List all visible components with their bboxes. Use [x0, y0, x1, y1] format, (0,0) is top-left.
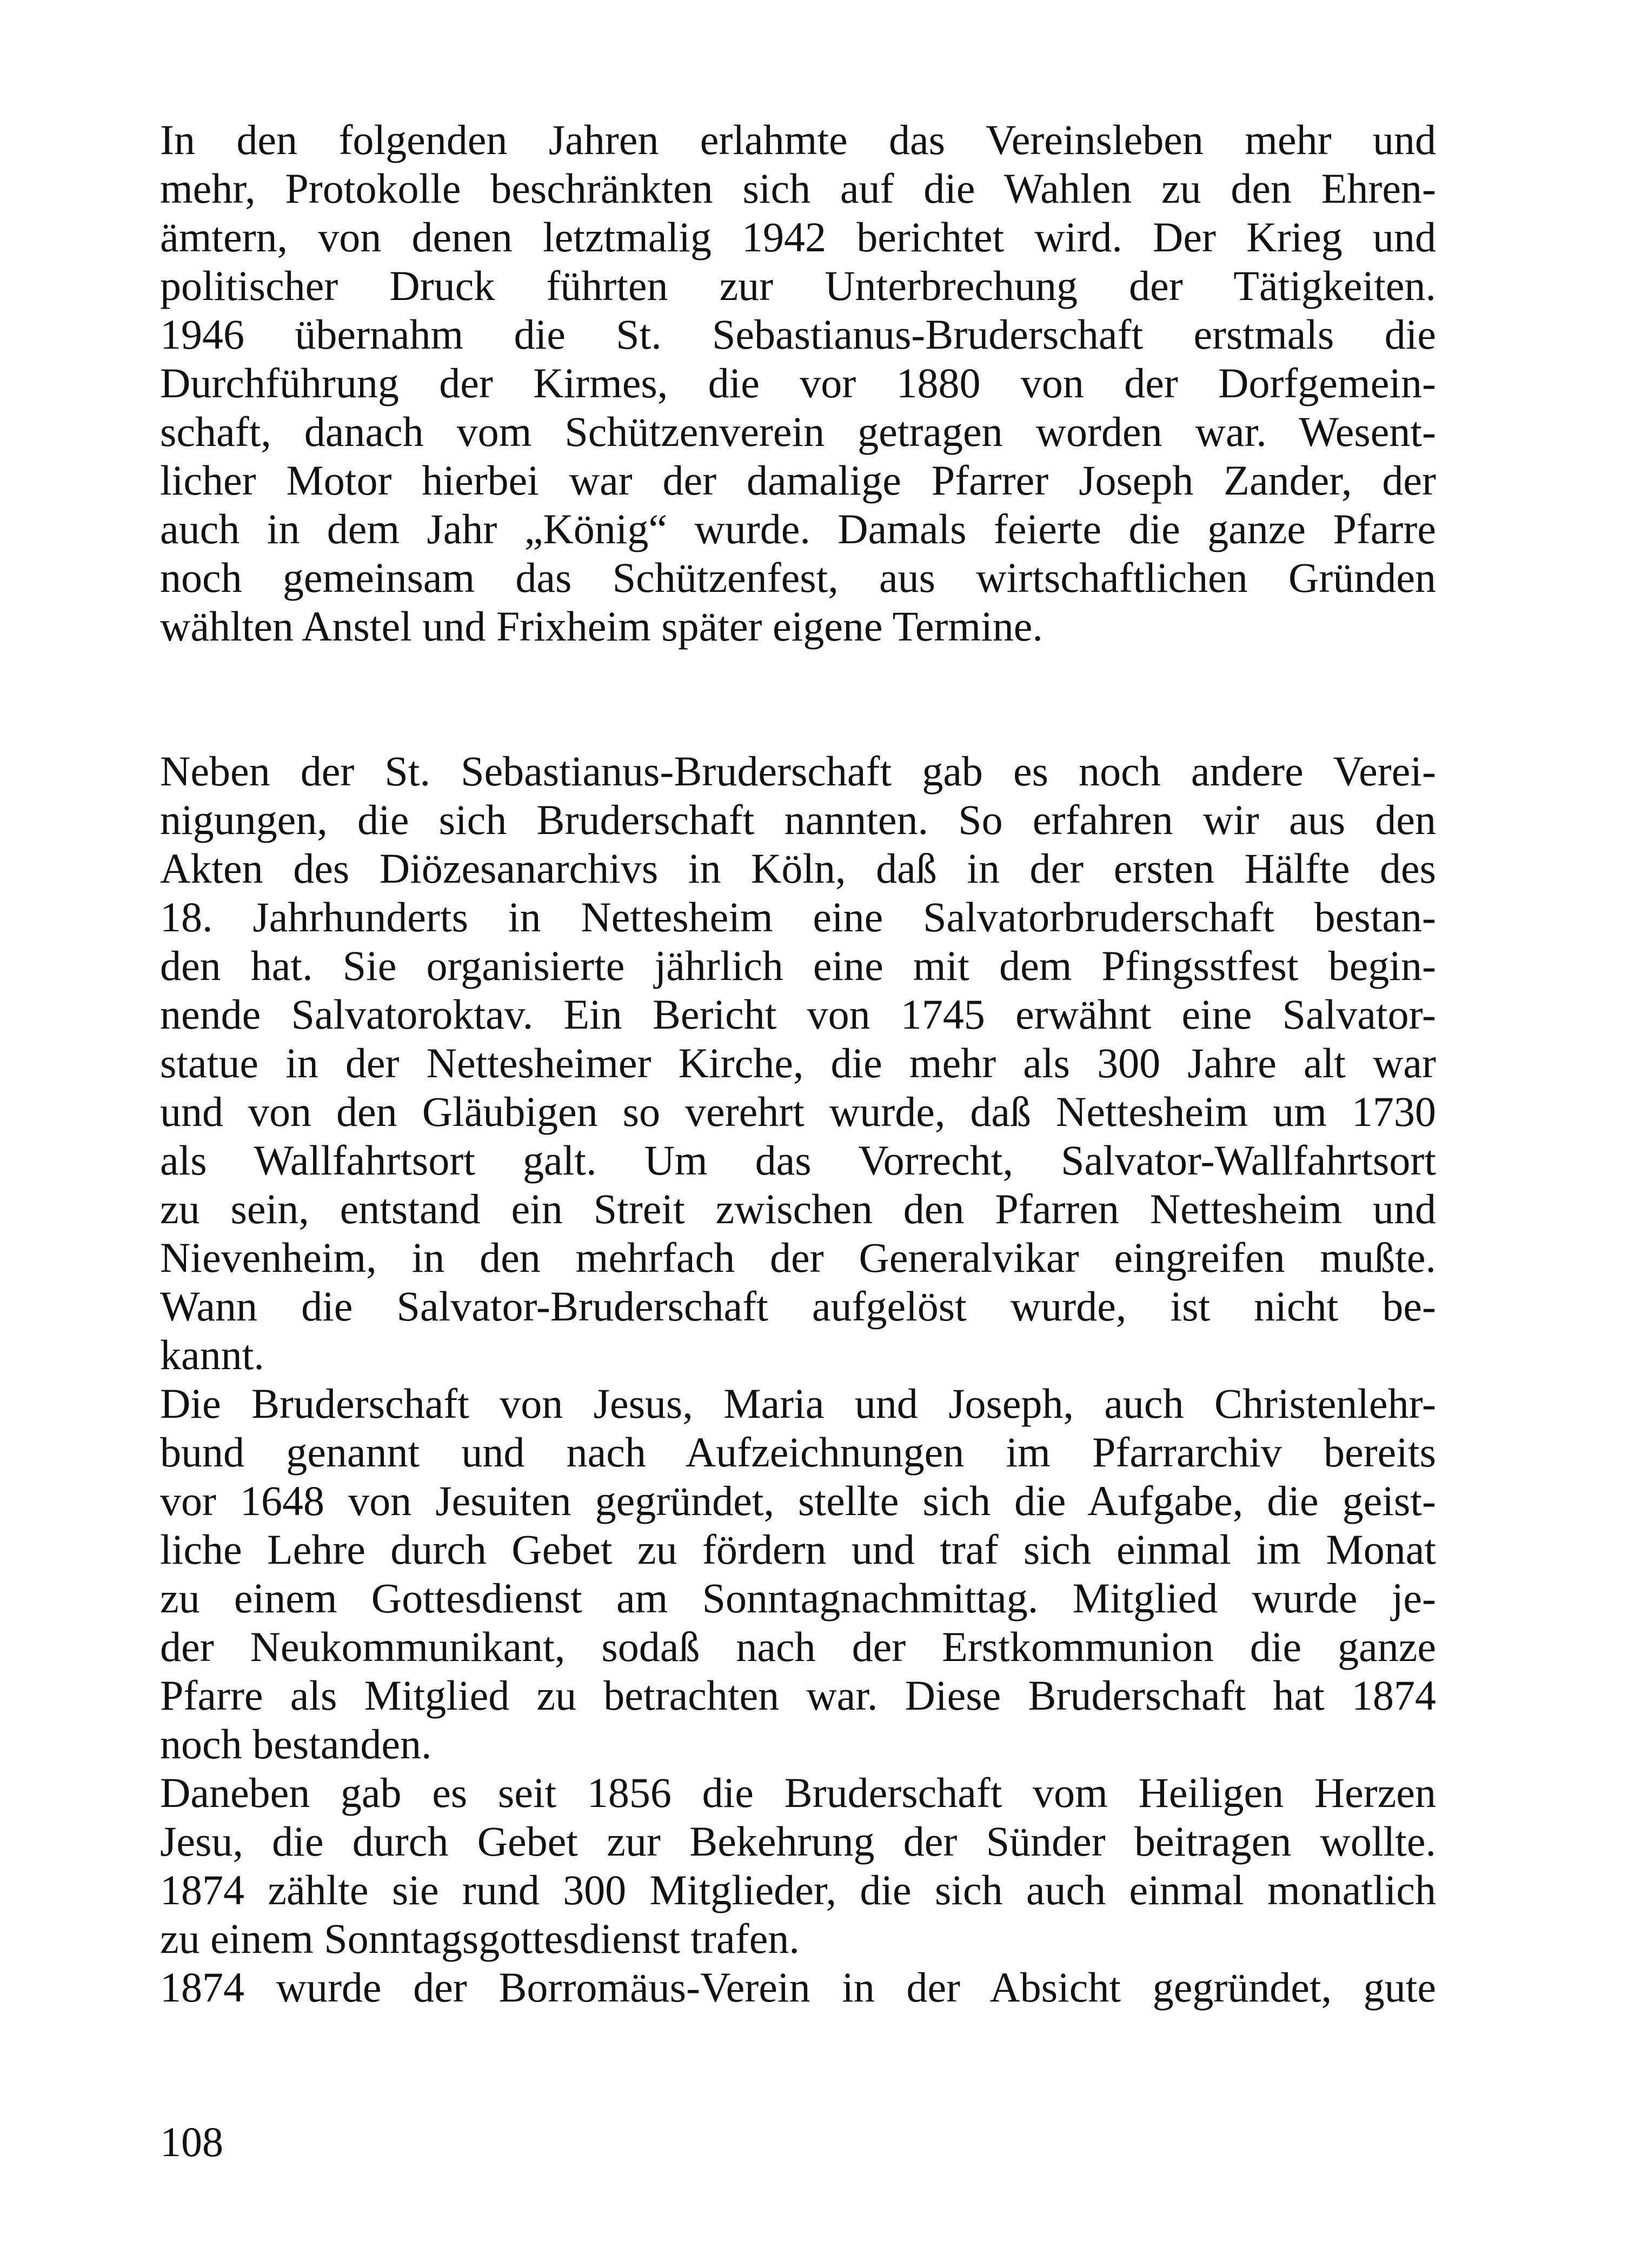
paragraph-3	[160, 1379, 1436, 1769]
paragraph-2	[160, 747, 1436, 1379]
text-line: noch bestanden.	[160, 1720, 432, 1767]
text-block-top	[160, 116, 1436, 651]
text-block-main	[160, 747, 1436, 2012]
text-line: als Wallfahrtsort galt. Um das Vorrecht, Salvator-Wallfahrtsort	[160, 1137, 1436, 1184]
text-line: wählten Anstel und Frixheim später eigene Termine.	[160, 603, 1043, 650]
text-line: Die Bruderschaft von Jesus, Maria und Joseph, auch Christenlehr-	[160, 1380, 1436, 1427]
text-line: nigungen, die sich Bruderschaft nannten. So erfahren wir aus den	[160, 796, 1436, 843]
text-line: licher Motor hierbei war der damalige Pfarrer Joseph Zander, der	[160, 457, 1436, 504]
text-line: bund genannt und nach Aufzeichnungen im Pfarrarchiv bereits	[160, 1429, 1436, 1476]
text-line: noch gemeinsam das Schützenfest, aus wirtschaftlichen Gründen	[160, 554, 1436, 601]
paragraph-5	[160, 1963, 1436, 2012]
text-line: Neben der St. Sebastianus-Bruderschaft gab es noch andere Verei-	[160, 748, 1436, 795]
text-line: liche Lehre durch Gebet zu fördern und traf sich einmal im Monat	[160, 1526, 1436, 1573]
paragraph-4	[160, 1769, 1436, 1963]
text-line: statue in der Nettesheimer Kirche, die mehr als 300 Jahre alt war	[160, 1039, 1436, 1086]
text-line: kannt.	[160, 1331, 264, 1378]
text-line: nende Salvatoroktav. Ein Bericht von 1745 erwähnt eine Salvator-	[160, 991, 1436, 1038]
text-line: zu sein, entstand ein Streit zwischen den Pfarren Nettesheim und	[160, 1185, 1436, 1232]
text-line: Jesu, die durch Gebet zur Bekehrung der Sünder beitragen wollte.	[160, 1818, 1436, 1865]
text-line: Durchführung der Kirmes, die vor 1880 von der Dorfgemein-	[160, 359, 1436, 406]
text-line: Wann die Salvator-Bruderschaft aufgelöst wurde, ist nicht be-	[160, 1283, 1436, 1330]
text-line: politischer Druck führten zur Unterbrechung der Tätigkeiten.	[160, 262, 1436, 309]
text-line: vor 1648 von Jesuiten gegründet, stellte sich die Aufgabe, die geist-	[160, 1477, 1436, 1524]
text-line: auch in dem Jahr „König“ wurde. Damals feierte die ganze Pfarre	[160, 505, 1436, 552]
text-line: Pfarre als Mitglied zu betrachten war. Diese Bruderschaft hat 1874	[160, 1672, 1436, 1719]
text-line: Nievenheim, in den mehrfach der Generalvikar eingreifen mußte.	[160, 1234, 1436, 1281]
paragraph-1	[160, 116, 1436, 651]
text-line: 1874 wurde der Borromäus-Verein in der Absicht gegründet, gute	[160, 1964, 1436, 2011]
text-line: Akten des Diözesanarchivs in Köln, daß in der ersten Hälfte des	[160, 845, 1436, 892]
text-line: ämtern, von denen letztmalig 1942 berichtet wird. Der Krieg und	[160, 214, 1436, 261]
text-line: und von den Gläubigen so verehrt wurde, daß Nettesheim um 1730	[160, 1088, 1436, 1135]
text-line: Daneben gab es seit 1856 die Bruderschaft vom Heiligen Herzen	[160, 1769, 1436, 1816]
text-line: In den folgenden Jahren erlahmte das Vereinsleben mehr und	[160, 116, 1436, 163]
text-line: 1946 übernahm die St. Sebastianus-Bruderschaft erstmals die	[160, 311, 1436, 358]
text-line: 18. Jahrhunderts in Nettesheim eine Salvatorbruderschaft bestan-	[160, 893, 1436, 940]
text-line: 1874 zählte sie rund 300 Mitglieder, die sich auch einmal monatlich	[160, 1866, 1436, 1913]
text-line: den hat. Sie organisierte jährlich eine mit dem Pfingsstfest begin-	[160, 942, 1436, 989]
text-line: schaft, danach vom Schützenverein getragen worden war. Wesent-	[160, 408, 1436, 455]
text-line: der Neukommunikant, sodaß nach der Erstkommunion die ganze	[160, 1623, 1436, 1670]
page-number: 108	[160, 2118, 223, 2165]
text-line: zu einem Gottesdienst am Sonntagnachmittag. Mitglied wurde je-	[160, 1575, 1436, 1622]
text-line: zu einem Sonntagsgottesdienst trafen.	[160, 1915, 800, 1962]
text-line: mehr, Protokolle beschränkten sich auf die Wahlen zu den Ehren-	[160, 165, 1436, 212]
